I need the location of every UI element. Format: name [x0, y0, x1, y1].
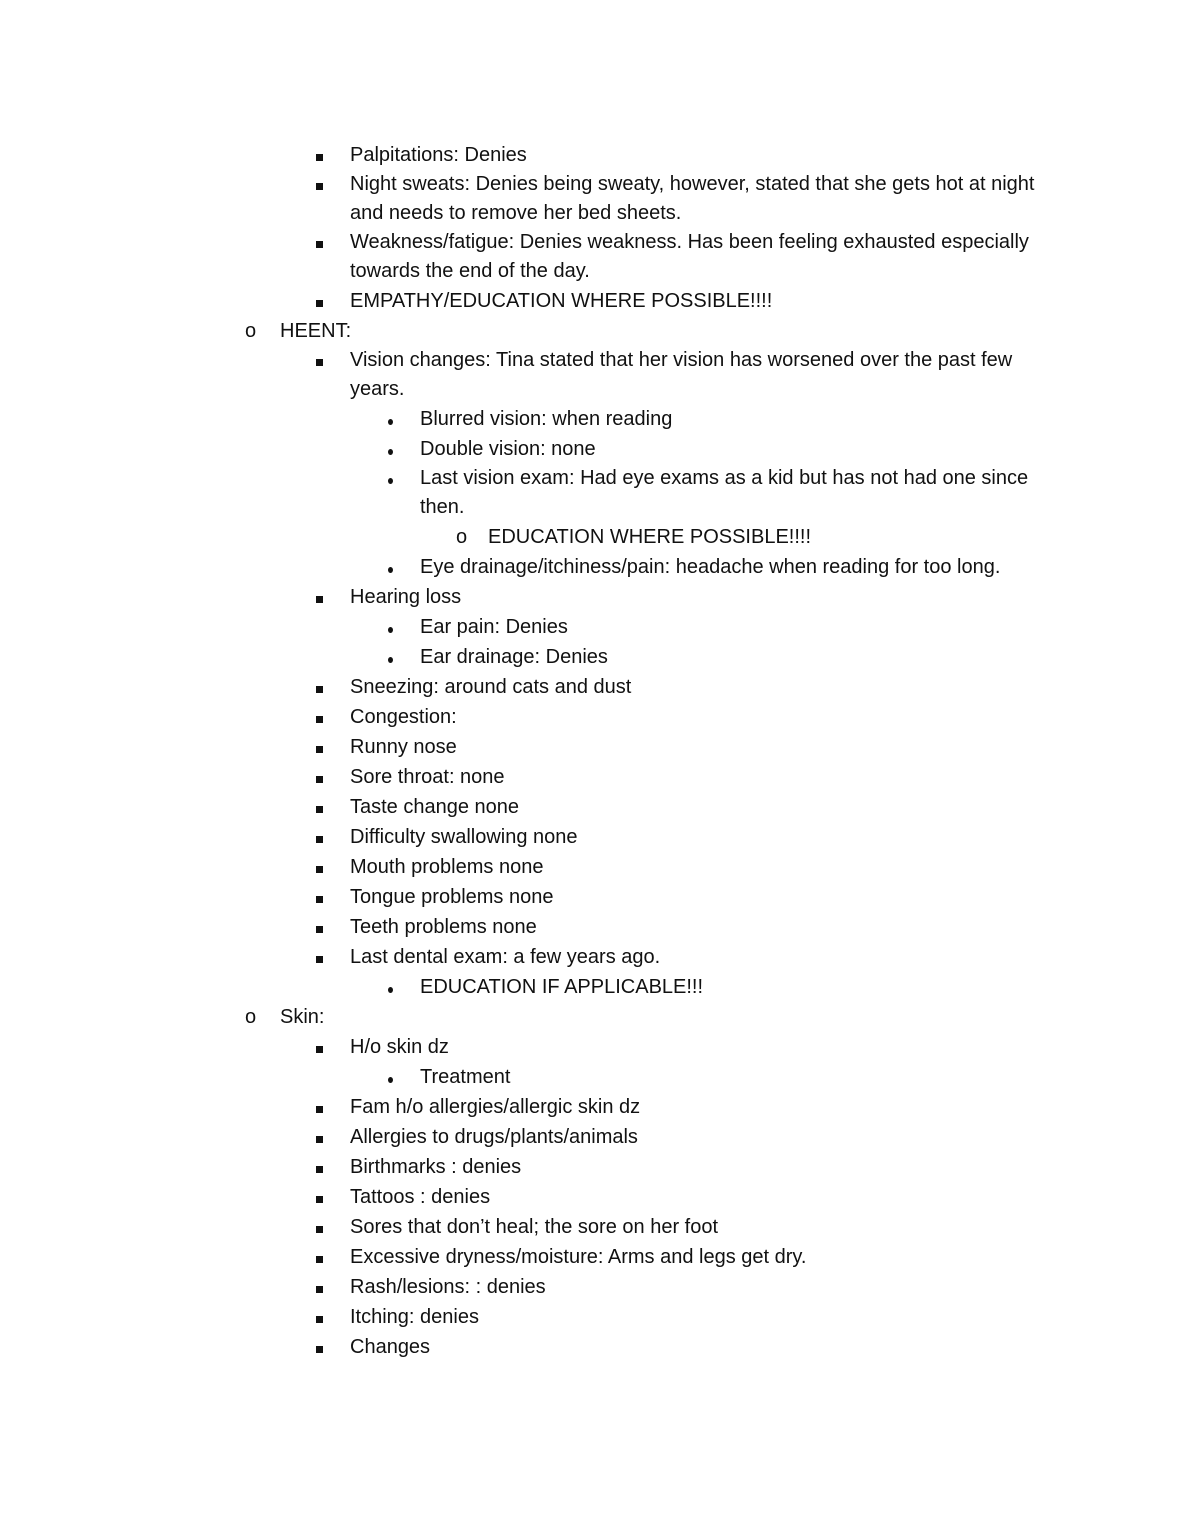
- item-text: Congestion:: [350, 706, 457, 728]
- square-bullet-icon: [316, 762, 323, 792]
- dot-bullet-icon: [387, 434, 393, 464]
- square-bullet-icon: [316, 1212, 323, 1242]
- item-text: Rash/lesions: : denies: [350, 1276, 546, 1298]
- circle-bullet-icon: o: [245, 1006, 257, 1028]
- square-bullet-icon: [316, 1272, 323, 1302]
- square-bullet-icon: [316, 822, 323, 852]
- square-bullet-icon: [316, 286, 323, 316]
- list-item: [0, 672, 1190, 702]
- sub-sub-list-item: [0, 522, 1190, 552]
- square-bullet-icon: [316, 702, 323, 732]
- square-bullet-icon: [316, 346, 323, 375]
- section-title: Skin:: [280, 1006, 325, 1028]
- circle-bullet-icon: o: [245, 320, 257, 342]
- square-bullet-icon: [316, 1032, 323, 1062]
- list-item: [0, 140, 1190, 170]
- list-item: [0, 1272, 1190, 1302]
- square-bullet-icon: [316, 1332, 323, 1362]
- list-item: [0, 1182, 1190, 1212]
- list-item: [0, 882, 1190, 912]
- item-text: Vision changes: Tina stated that her vision has worsened over the past few years.: [350, 349, 1013, 400]
- item-text: Sore throat: none: [350, 766, 505, 788]
- square-bullet-icon: [316, 882, 323, 912]
- square-bullet-icon: [316, 140, 323, 170]
- list-item: [0, 1152, 1190, 1182]
- section-heading-skin: [0, 1002, 1190, 1032]
- item-text: Teeth problems none: [350, 916, 537, 938]
- square-bullet-icon: [316, 170, 323, 199]
- list-item: [0, 170, 1190, 228]
- square-bullet-icon: [316, 1302, 323, 1332]
- list-item: [0, 702, 1190, 732]
- document-page: [0, 140, 1190, 1362]
- sub-list-item: [0, 612, 1190, 642]
- item-text: Birthmarks : denies: [350, 1156, 522, 1178]
- sub-list-item: [0, 552, 1190, 582]
- item-text: Allergies to drugs/plants/animals: [350, 1126, 638, 1148]
- square-bullet-icon: [316, 1152, 323, 1182]
- item-text: Sores that don’t heal; the sore on her foot: [350, 1216, 719, 1238]
- item-text: Blurred vision: when reading: [420, 408, 673, 430]
- sub-list-item: [0, 642, 1190, 672]
- item-text: Itching: denies: [350, 1306, 479, 1328]
- square-bullet-icon: [316, 1182, 323, 1212]
- item-text: Eye drainage/itchiness/pain: headache when reading for too long.: [420, 556, 1001, 578]
- square-bullet-icon: [316, 1122, 323, 1152]
- item-text: Last dental exam: a few years ago.: [350, 946, 661, 968]
- list-item: [0, 852, 1190, 882]
- square-bullet-icon: [316, 792, 323, 822]
- list-item: [0, 582, 1190, 612]
- item-text: Tongue problems none: [350, 886, 554, 908]
- item-text: EMPATHY/EDUCATION WHERE POSSIBLE!!!!: [350, 290, 773, 312]
- dot-bullet-icon: [387, 1062, 393, 1092]
- square-bullet-icon: [316, 912, 323, 942]
- item-text: Fam h/o allergies/allergic skin dz: [350, 1096, 641, 1118]
- sub-list-item: [0, 1062, 1190, 1092]
- sub-list-item: [0, 404, 1190, 434]
- section-heading-heent: [0, 316, 1190, 346]
- list-item: [0, 1032, 1190, 1062]
- square-bullet-icon: [316, 228, 323, 257]
- item-text: Night sweats: Denies being sweaty, however, stated that she gets hot at night and needs to remove her bed sheets.: [350, 173, 1035, 224]
- item-text: EDUCATION IF APPLICABLE!!!: [420, 976, 704, 998]
- item-text: Mouth problems none: [350, 856, 544, 878]
- item-text: Excessive dryness/moisture: Arms and legs get dry.: [350, 1246, 807, 1268]
- list-item: [0, 822, 1190, 852]
- section-title: HEENT:: [280, 320, 352, 342]
- item-text: Ear drainage: Denies: [420, 646, 608, 668]
- item-text: Last vision exam: Had eye exams as a kid but has not had one since then.: [420, 467, 1029, 518]
- sub-list-item: [0, 464, 1190, 522]
- square-bullet-icon: [316, 582, 323, 612]
- circle-bullet-icon: o: [456, 526, 468, 548]
- list-item: [0, 942, 1190, 972]
- item-text: Double vision: none: [420, 438, 596, 460]
- item-text: Ear pain: Denies: [420, 616, 568, 638]
- item-text: Taste change none: [350, 796, 520, 818]
- dot-bullet-icon: [387, 642, 393, 672]
- list-item: [0, 1212, 1190, 1242]
- item-text: H/o skin dz: [350, 1036, 449, 1058]
- dot-bullet-icon: [387, 552, 393, 582]
- square-bullet-icon: [316, 852, 323, 882]
- item-text: Difficulty swallowing none: [350, 826, 578, 848]
- dot-bullet-icon: [387, 404, 393, 434]
- item-text: Tattoos : denies: [350, 1186, 491, 1208]
- square-bullet-icon: [316, 732, 323, 762]
- list-item: [0, 792, 1190, 822]
- list-item: [0, 1302, 1190, 1332]
- list-item: [0, 228, 1190, 286]
- list-item: [0, 912, 1190, 942]
- item-text: Sneezing: around cats and dust: [350, 676, 632, 698]
- list-item: [0, 1092, 1190, 1122]
- item-text: Treatment: [420, 1066, 511, 1088]
- list-item: [0, 732, 1190, 762]
- item-text: Palpitations: Denies: [350, 144, 527, 166]
- list-item: [0, 762, 1190, 792]
- list-item: [0, 346, 1190, 404]
- item-text: Weakness/fatigue: Denies weakness. Has been feeling exhausted especially towards the end of the day.: [350, 231, 1029, 282]
- list-item: [0, 286, 1190, 316]
- dot-bullet-icon: [387, 612, 393, 642]
- item-text: Hearing loss: [350, 586, 462, 608]
- list-item: [0, 1332, 1190, 1362]
- square-bullet-icon: [316, 672, 323, 702]
- sub-list-item: [0, 972, 1190, 1002]
- list-item: [0, 1122, 1190, 1152]
- square-bullet-icon: [316, 1092, 323, 1122]
- list-item: [0, 1242, 1190, 1272]
- square-bullet-icon: [316, 942, 323, 972]
- dot-bullet-icon: [387, 972, 393, 1002]
- sub-list-item: [0, 434, 1190, 464]
- item-text: Runny nose: [350, 736, 457, 758]
- square-bullet-icon: [316, 1242, 323, 1272]
- dot-bullet-icon: [387, 464, 393, 493]
- item-text: EDUCATION WHERE POSSIBLE!!!!: [488, 526, 812, 548]
- item-text: Changes: [350, 1336, 431, 1358]
